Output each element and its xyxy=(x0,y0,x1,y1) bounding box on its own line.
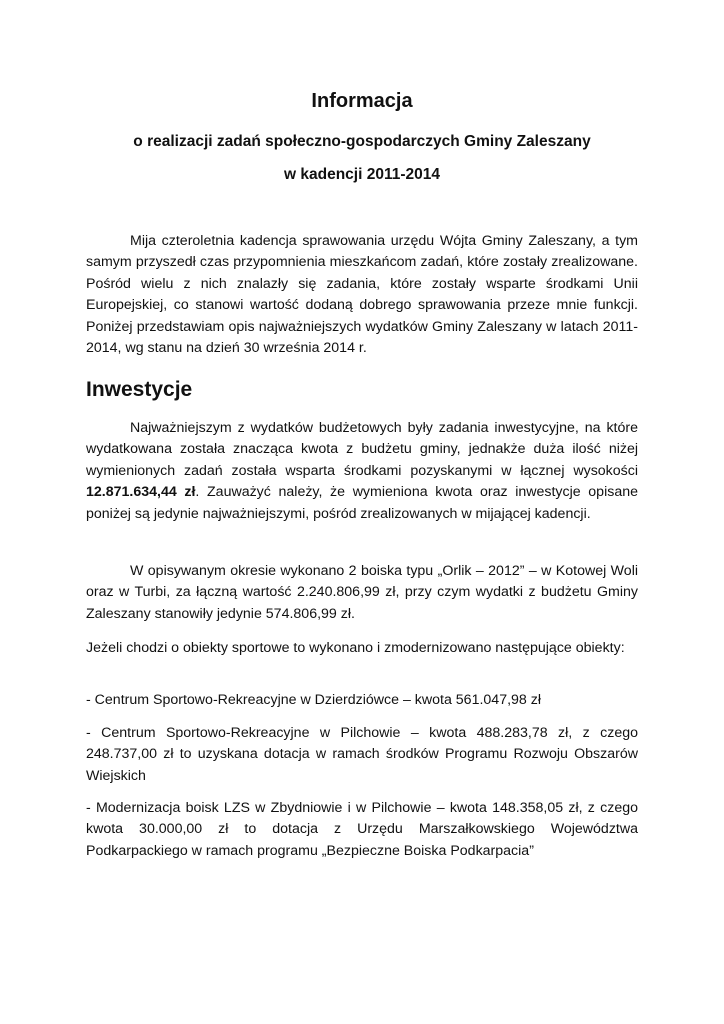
intro-text: Mija czteroletnia kadencja sprawowania urzędu Wójta Gminy Zaleszany, a tym samym przyszedł czas przypomnienia mieszkańcom zadań, które zostały zrealizowane. Pośród wielu z nich znalazły się zadania, które zostały wsparte środkami Unii Europejskiej, co stanowi wartość dodaną dobrego sprawowania przeze mnie funkcji. Poniżej przedstawiam opis najważniejszych wydatków Gminy Zaleszany w latach 2011-2014, wg stanu na dzień 30 września 2014 r. xyxy=(86,233,638,357)
document-term: w kadencji 2011-2014 xyxy=(284,166,440,183)
orlik-text: W opisywanym okresie wykonano 2 boiska typu „Orlik – 2012” – w Kotowej Woli oraz w Turbi, za łączną wartość 2.240.806,99 zł, przy czym wydatki z budżetu Gminy Zaleszany stanowiły jedynie 574.806,99 zł. xyxy=(86,563,638,622)
list-item-text: - Centrum Sportowo-Rekreacyjne w Pilchowie – kwota 488.283,78 zł, z czego 248.737,00 zł to uzyskana dotacja w ramach środków Programu Rozwoju Obszarów Wiejskich xyxy=(86,725,638,784)
list-item xyxy=(86,690,638,711)
intro-paragraph xyxy=(86,231,638,359)
investments-text-before: Najważniejszym z wydatków budżetowych były zadania inwestycyjne, na które wydatkowana została znacząca kwota z budżetu gminy, jednakże duża ilość niżej wymienionych zadań została wsparta środkami pozyskanymi w łącznej wysokości xyxy=(86,420,638,479)
investments-amount: 12.871.634,44 zł xyxy=(86,484,196,501)
section-heading-investments: Inwestycje xyxy=(86,378,193,401)
orlik-paragraph xyxy=(86,561,638,625)
list-item xyxy=(86,723,638,787)
sports-intro-paragraph xyxy=(86,638,638,659)
document-title: Informacja xyxy=(311,90,413,112)
sports-intro-text: Jeżeli chodzi o obiekty sportowe to wykonano i zmodernizowano następujące obiekty: xyxy=(86,640,625,656)
list-item-text: - Centrum Sportowo-Rekreacyjne w Dzierdziówce – kwota 561.047,98 zł xyxy=(86,692,541,708)
list-item xyxy=(86,798,638,862)
list-item-text: - Modernizacja boisk LZS w Zbydniowie i w Pilchowie – kwota 148.358,05 zł, z czego kwota 30.000,00 zł to dotacja z Urzędu Marszałkowskiego Województwa Podkarpackiego w ramach programu „Bezpieczne Boiska Podkarpacia” xyxy=(86,800,638,859)
document-subtitle: o realizacji zadań społeczno-gospodarczych Gminy Zaleszany xyxy=(133,133,591,150)
investments-text-after: . Zauważyć należy, że wymieniona kwota oraz inwestycje opisane poniżej są jedynie najważniejszymi, pośród zrealizowanych w mijającej kadencji. xyxy=(86,484,638,522)
investments-paragraph xyxy=(86,418,638,525)
